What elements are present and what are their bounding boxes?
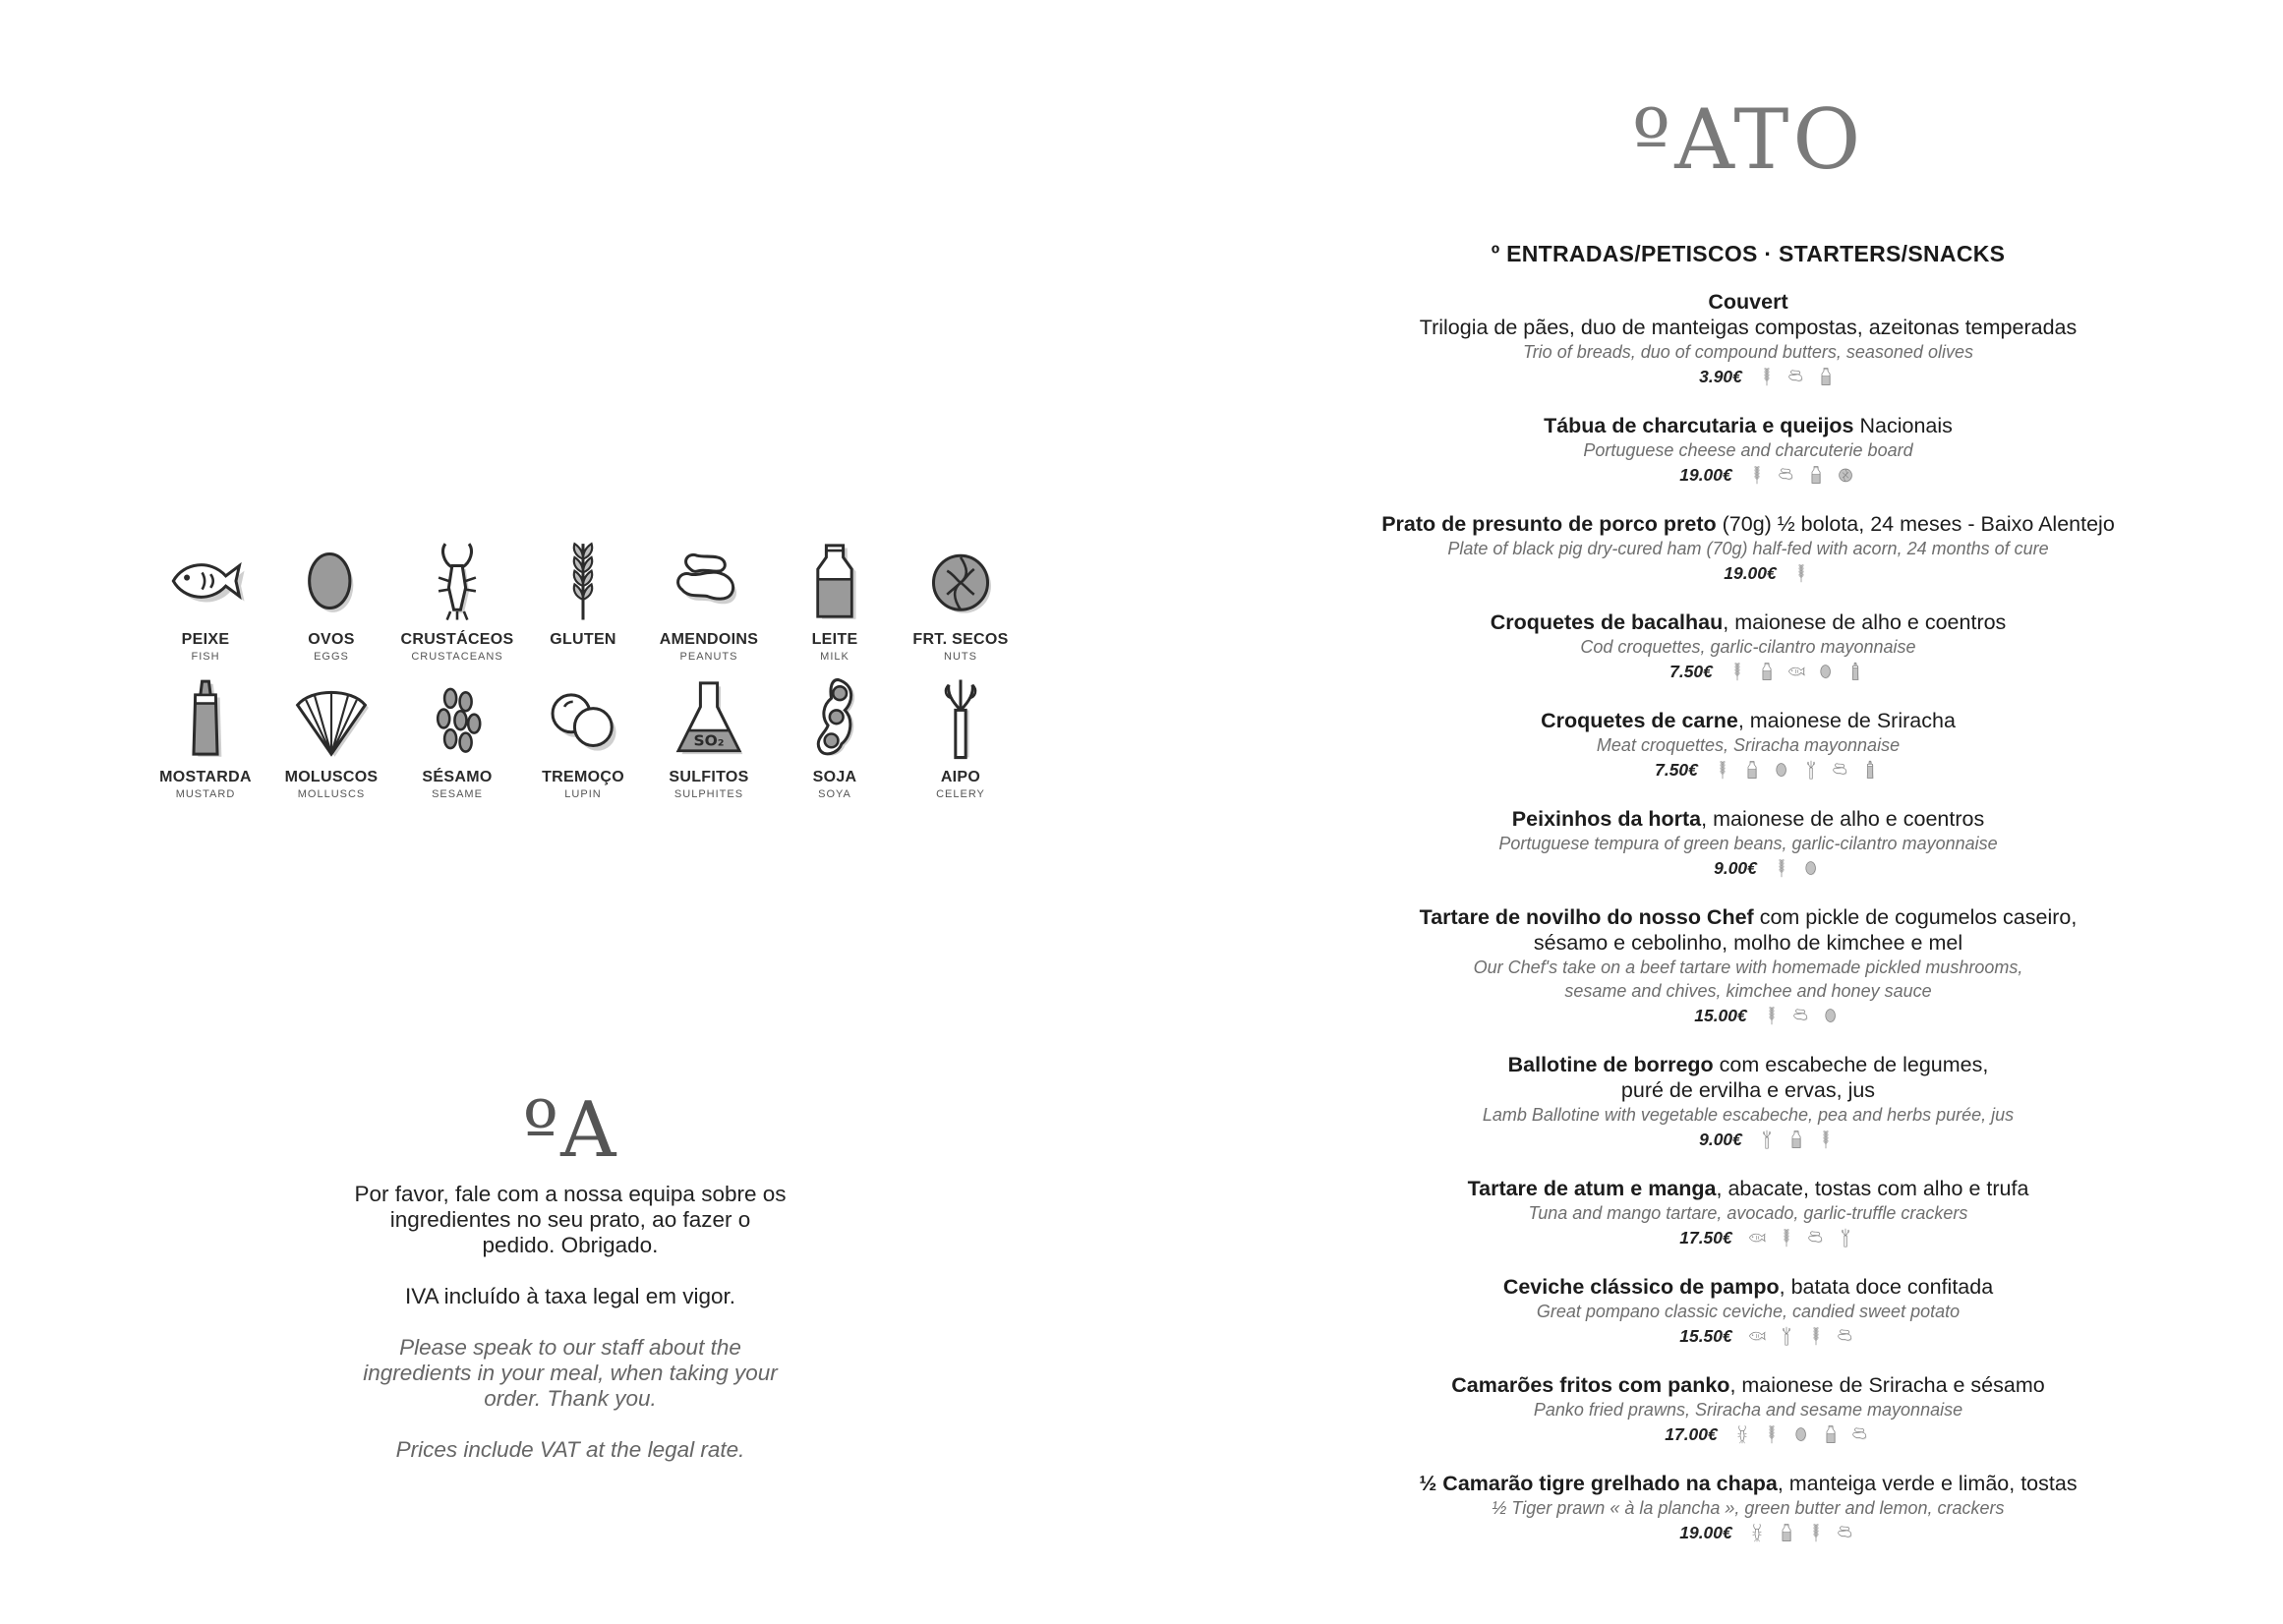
wheat-icon [1727,661,1747,682]
item-name-rest: com pickle de cogumelos caseiro, [1753,905,2078,929]
item-price: 7.50€ [1655,759,1698,780]
shell-icon [289,676,374,761]
allergen-sulfitos [646,676,772,814]
flask-icon [667,676,751,761]
allergen-name: SOJA [812,769,857,785]
egg-icon [289,539,374,623]
wheat-icon [541,539,625,623]
wheat-icon [1747,464,1767,486]
milk-bottle-icon [1806,464,1826,486]
item-name [1345,1372,2151,1398]
lobster-icon [1747,1522,1767,1543]
menu-page [1345,0,2151,1569]
item-english: Great pompano classic ceviche, candied sweet potato [1536,1302,1961,1321]
item-name-rest: (70g) ½ bolota, 24 meses - Baixo Alentejo [1716,512,2115,536]
allergen-frtsecos [898,539,1024,676]
allergen-name: MOSTARDA [159,769,252,785]
allergen-gluten [520,539,646,676]
item-name [1345,289,2151,315]
item-name-bold: Tartare de atum e manga [1467,1177,1717,1200]
celery-icon [1836,1227,1855,1248]
wheat-icon [1806,1522,1826,1543]
allergen-name-en: MILK [820,651,849,663]
item-english: Panko fried prawns, Sriracha and sesame mayonnaise [1533,1400,1963,1420]
item-english: Portuguese cheese and charcuterie board [1583,440,1913,460]
allergen-sesamo [394,676,520,814]
peanut-icon [1836,1325,1855,1347]
item-price: 17.50€ [1679,1227,1732,1247]
item-name-rest: , maionese de Sriracha e sésamo [1729,1373,2045,1397]
item-price-row [1388,462,2151,488]
brand-logo: ºATO [1631,91,1865,188]
fish-icon [163,539,248,623]
item-name-bold: Peixinhos da horta [1511,807,1702,831]
fish-icon [1747,1325,1767,1347]
allergen-notice [354,1182,787,1488]
peanut-icon [1791,1005,1811,1026]
allergen-name-en: EGGS [314,651,349,663]
mustard-icon [163,676,248,761]
menu-item [1345,1052,2151,1152]
allergen-name-en: CRUSTACEANS [411,651,503,663]
allergen-leite [772,539,898,676]
item-name [1345,413,2151,438]
menu-item [1345,609,2151,684]
allergen-legend [143,539,1027,824]
allergen-peixe [143,539,268,676]
allergen-name-en: CELERY [936,788,985,800]
mustard-icon [1845,661,1865,682]
lupin-icon [541,676,625,761]
mustard-icon [1860,759,1880,781]
allergen-name-en: FISH [191,651,220,663]
allergen-tremoco [520,676,646,814]
celery-icon [1777,1325,1796,1347]
menu-items [1345,289,2151,1545]
item-price: 17.00€ [1665,1423,1718,1444]
allergen-amendoins [646,539,772,676]
item-price: 15.00€ [1694,1005,1747,1025]
item-price: 15.50€ [1679,1325,1732,1346]
item-name-bold: Ballotine de borrego [1507,1053,1714,1076]
menu-item [1345,289,2151,389]
allergen-name: SÉSAMO [422,769,493,785]
item-name-rest: , abacate, tostas com alho e trufa [1716,1177,2029,1200]
peanut-icon [1850,1423,1870,1445]
item-price-row [1388,1225,2151,1250]
fish-icon [1747,1227,1767,1248]
item-price: 19.00€ [1724,562,1777,583]
allergen-name: TREMOÇO [542,769,624,785]
item-price-row [1388,560,2151,586]
item-name-bold: Couvert [1708,290,1788,314]
item-english: Cod croquettes, garlic-cilantro mayonnaise [1580,637,1916,657]
wheat-icon [1772,857,1791,879]
milk-bottle-icon [1786,1129,1806,1150]
peanut-icon [1836,1522,1855,1543]
notice-en-request: Please speak to our staff about the ingredients in your meal, when taking your order. Thank you. [363,1335,778,1411]
allergen-name: FRT. SECOS [912,631,1009,648]
allergen-name-en: LUPIN [564,788,602,800]
milk-bottle-icon [1777,1522,1796,1543]
item-price: 9.00€ [1714,857,1757,878]
menu-item [1345,1372,2151,1447]
item-description: sésamo e cebolinho, molho de kimchee e mel [1533,931,1963,955]
allergen-name: MOLUSCOS [284,769,379,785]
menu-item [1345,806,2151,881]
item-price-row [1388,855,2151,881]
item-name-bold: Prato de presunto de porco preto [1381,512,1717,536]
menu-item [1345,1176,2151,1250]
allergen-name: AMENDOINS [659,631,759,648]
item-name-rest: , batata doce confitada [1779,1275,1994,1299]
item-description: puré de ervilha e ervas, jus [1620,1078,1876,1102]
item-price-row [1388,659,2151,684]
item-name [1345,1274,2151,1300]
wheat-icon [1816,1129,1836,1150]
wheat-icon [1762,1423,1782,1445]
wheat-icon [1777,1227,1796,1248]
item-name [1345,904,2151,930]
peanut-icon [1786,366,1806,387]
allergen-name: CRUSTÁCEOS [400,631,514,648]
item-name-rest: , maionese de alho e coentros [1723,610,2007,634]
item-name [1345,1471,2151,1496]
soybean-icon [792,676,877,761]
allergen-mostarda [143,676,268,814]
egg-icon [1816,661,1836,682]
allergen-name: AIPO [940,769,981,785]
notice-pt-vat: IVA incluído à taxa legal em vigor. [404,1284,736,1308]
notice-pt-request: Por favor, fale com a nossa equipa sobre os ingredientes no seu prato, ao fazer o pedido. Obrigado. [354,1182,787,1257]
item-english: Tuna and mango tartare, avocado, garlic-truffle crackers [1528,1203,1968,1223]
allergen-name-en: NUTS [944,651,977,663]
menu-item [1345,1471,2151,1545]
item-name-rest: , maionese de alho e coentros [1701,807,1985,831]
item-price: 7.50€ [1669,661,1713,681]
small-logo: ºA [522,1086,618,1175]
allergen-name-en: MOLLUSCS [297,788,366,800]
allergen-name: OVOS [308,631,355,648]
allergen-soja [772,676,898,814]
allergen-aipo [898,676,1024,814]
item-price-row [1388,1323,2151,1349]
item-price-row [1388,1127,2151,1152]
wheat-icon [1791,562,1811,584]
egg-icon [1801,857,1821,879]
menu-item [1345,708,2151,783]
milk-bottle-icon [1757,661,1777,682]
allergen-name: PEIXE [181,631,230,648]
walnut-icon [1836,464,1855,486]
item-english: Our Chef's take on a beef tartare with homemade pickled mushrooms, [1473,957,2023,977]
lobster-icon [415,539,499,623]
item-name [1345,1052,2151,1077]
peanut-icon [1777,464,1796,486]
item-description: Trilogia de pães, duo de manteigas compostas, azeitonas temperadas [1419,316,2078,339]
milk-bottle-icon [1816,366,1836,387]
wheat-icon [1757,366,1777,387]
item-name [1345,1176,2151,1201]
menu-item [1345,511,2151,586]
item-price-row [1388,1003,2151,1028]
item-english-line2: sesame and chives, kimchee and honey sauce [1564,981,1932,1001]
fish-icon [1786,661,1806,682]
notice-en-vat: Prices include VAT at the legal rate. [395,1437,745,1462]
item-price: 19.00€ [1679,1522,1732,1542]
item-price-row [1388,1421,2151,1447]
wheat-icon [1806,1325,1826,1347]
item-english: Plate of black pig dry-cured ham (70g) half-fed with acorn, 24 months of cure [1447,539,2049,558]
item-name-rest: , manteiga verde e limão, tostas [1777,1472,2078,1495]
item-name-rest: Nacionais [1853,414,1953,437]
item-name-bold: Croquetes de carne [1541,709,1738,732]
item-name-rest: , maionese de Sriracha [1737,709,1956,732]
egg-icon [1821,1005,1841,1026]
item-price-row [1388,364,2151,389]
item-price-row [1388,757,2151,783]
walnut-icon [918,539,1003,623]
item-name [1345,806,2151,832]
item-name-bold: Tábua de charcutaria e queijos [1544,414,1854,437]
item-name-bold: Tartare de novilho do nosso Chef [1419,905,1754,929]
menu-item [1345,904,2151,1028]
allergen-ovos [268,539,394,676]
item-name-rest: com escabeche de legumes, [1713,1053,1989,1076]
allergen-name-en: SULPHITES [673,788,744,800]
milk-bottle-icon [792,539,877,623]
item-english: Trio of breads, duo of compound butters, seasoned olives [1523,342,1973,362]
menu-item [1345,413,2151,488]
wheat-icon [1713,759,1732,781]
item-name [1345,708,2151,733]
milk-bottle-icon [1742,759,1762,781]
item-name-bold: Ceviche clássico de pampo [1502,1275,1780,1299]
peanut-icon [1831,759,1850,781]
item-english: ½ Tiger prawn « à la plancha », green butter and lemon, crackers [1492,1498,2005,1518]
lobster-icon [1732,1423,1752,1445]
item-name [1345,511,2151,537]
peanut-icon [667,539,751,623]
menu-item [1345,1274,2151,1349]
allergen-name-en: SESAME [432,788,483,800]
allergen-name-en: PEANUTS [679,651,738,663]
item-name [1345,609,2151,635]
item-english: Meat croquettes, Sriracha mayonnaise [1596,735,1901,755]
item-price: 19.00€ [1679,464,1732,485]
egg-icon [1791,1423,1811,1445]
allergen-name-en: SOYA [818,788,851,800]
wheat-icon [1762,1005,1782,1026]
section-title: º ENTRADAS/PETISCOS · STARTERS/SNACKS [1491,241,2006,266]
allergen-name: LEITE [811,631,858,648]
celery-icon [1801,759,1821,781]
peanut-icon [1806,1227,1826,1248]
item-english: Lamb Ballotine with vegetable escabeche, pea and herbs purée, jus [1482,1105,2015,1125]
celery-icon [918,676,1003,761]
item-name-bold: Camarões fritos com panko [1451,1373,1730,1397]
item-price: 9.00€ [1699,1129,1742,1149]
milk-bottle-icon [1821,1423,1841,1445]
sesame-icon [415,676,499,761]
item-price: 3.90€ [1699,366,1742,386]
allergen-name-en: MUSTARD [175,788,236,800]
item-name-bold: Croquetes de bacalhau [1490,610,1724,634]
allergen-name: SULFITOS [669,769,749,785]
item-name-bold: ½ Camarão tigre grelhado na chapa [1419,1472,1778,1495]
egg-icon [1772,759,1791,781]
item-english: Portuguese tempura of green beans, garlic-cilantro mayonnaise [1498,834,1998,853]
allergen-name: GLUTEN [550,631,616,648]
allergen-moluscos [268,676,394,814]
item-price-row [1388,1520,2151,1545]
allergen-crustaceos [394,539,520,676]
celery-icon [1757,1129,1777,1150]
